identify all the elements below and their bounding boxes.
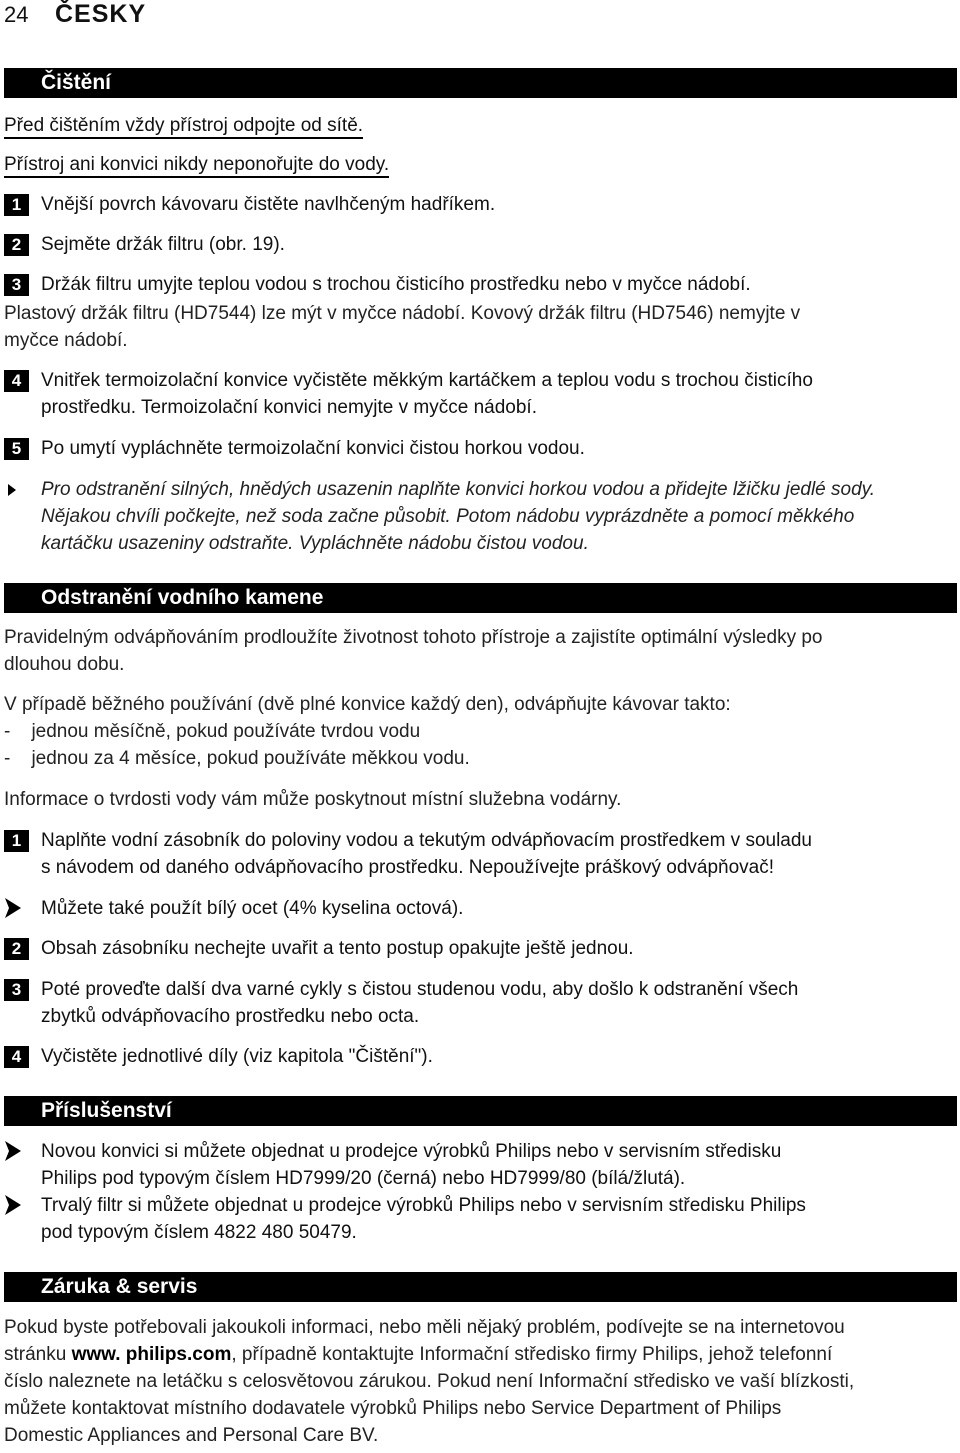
step-text: Vnější povrch kávovaru čistěte navlhčeným hadříkem. [41,194,496,215]
warranty-text-fragment: , případně kontaktujte Informační středisko firmy Philips, jehož telefonní [231,1344,833,1365]
step-text: Sejměte držák filtru (obr. 19). [41,234,285,255]
accessory-text: pod typovým číslem 4822 480 50479. [41,1222,357,1243]
step-number: 1 [4,194,29,216]
accessory-text: Philips pod typovým číslem HD7999/20 (černá) nebo HD7999/80 (bílá/žlutá). [41,1168,686,1189]
warranty-text: Domestic Appliances and Personal Care BV. [4,1425,379,1446]
section-title-cleaning: Čištění [4,68,957,98]
step-text: Držák filtru umyjte teplou vodou s trochou čisticího prostředku nebo v myčce nádobí. [41,274,751,295]
step-note: myčce nádobí. [4,330,128,351]
section-title-descaling: Odstranění vodního kamene [4,583,957,613]
step-text: zbytků odvápňovacího prostředku nebo octa. [41,1006,420,1027]
tip-text: kartáčku usazeniny odstraňte. Vypláchněte nádobu čistou vodou. [41,533,589,554]
intro-text: dlouhou dobu. [4,654,125,675]
section-title-accessories: Příslušenství [4,1096,957,1126]
bullet-icon [4,1141,22,1161]
warranty-text-fragment: stránku [4,1344,72,1365]
step-note: Plastový držák filtru (HD7544) lze mýt v myčce nádobí. Kovový držák filtru (HD7546) nemyjte v [4,303,801,324]
step-text: Vnitřek termoizolační konvice vyčistěte měkkým kartáčkem a teplou vodu s trochou čisticího [41,370,813,391]
frequency-text: V případě běžného používání (dvě plné konvice každý den), odvápňujte kávovar takto: [4,694,731,715]
tip-arrow-icon [8,484,16,496]
warning-no-immerse: Přístroj ani konvici nikdy neponořujte do vody. [4,154,389,178]
step-number: 2 [4,234,29,256]
step-text: Naplňte vodní zásobník do poloviny vodou a tekutým odvápňovacím prostředkem v souladu [41,830,813,851]
tip-text: Pro odstranění silných, hnědých usazenin naplňte konvici horkou vodou a přidejte lžičku jedlé sody. [41,479,876,500]
frequency-item: - jednou za 4 měsíce, pokud používáte měkkou vodu. [4,748,470,769]
page-number: 24 [4,2,29,27]
language-heading: ČESKY [55,0,147,28]
bullet-icon [4,898,22,918]
vinegar-note: Můžete také použít bílý ocet (4% kyselina octová). [41,898,464,919]
philips-website-link[interactable]: www. philips.com [71,1344,232,1365]
warranty-text: můžete kontaktovat místního dodavatele výrobků Philips nebo Service Department of Philips [4,1398,782,1419]
intro-text: Pravidelným odvápňováním prodloužíte životnost tohoto přístroje a zajistíte optimální výsledky po [4,627,823,648]
accessory-text: Trvalý filtr si můžete objednat u prodejce výrobků Philips nebo v servisním středisku Philips [41,1195,806,1216]
step-text: s návodem od daného odvápňovacího prostředku. Nepoužívejte práškový odvápňovač! [41,857,775,878]
step-text: prostředku. Termoizolační konvici nemyjte v myčce nádobí. [41,397,537,418]
bullet-icon [4,1195,22,1215]
warning-line [4,112,363,139]
frequency-item: - jednou měsíčně, pokud používáte tvrdou vodu [4,721,421,742]
warning-unplug: Před čištěním vždy přístroj odpojte od sítě. [4,115,363,139]
step-number: 4 [4,1046,29,1068]
step-text: Poté proveďte další dva varné cykly s čistou studenou vodu, aby došlo k odstranění všech [41,979,799,1000]
step-text: Obsah zásobníku nechejte uvařit a tento postup opakujte ještě jednou. [41,938,634,959]
tip-text: Nějakou chvíli počkejte, než soda začne působit. Potom nádobu vyprázdněte a pomocí měkkého [41,506,855,527]
warranty-text: číslo naleznete na letáčku s celosvětovou zárukou. Pokud není Informační středisko ve vaší blízkosti, [4,1371,855,1392]
accessory-text: Novou konvici si můžete objednat u prodejce výrobků Philips nebo v servisním středisku [41,1141,782,1162]
warranty-text: Pokud byste potřebovali jakoukoli informaci, nebo měli nějaký problém, podívejte se na internetovou [4,1317,845,1338]
step-number: 4 [4,370,29,392]
step-number: 3 [4,979,29,1001]
step-number: 3 [4,274,29,296]
warranty-text [4,1341,832,1368]
step-text: Vyčistěte jednotlivé díly (viz kapitola "Čištění"). [41,1046,433,1067]
info-text: Informace o tvrdosti vody vám může poskytnout místní služebna vodárny. [4,789,622,810]
warning-line [4,151,389,178]
step-number: 5 [4,438,29,460]
step-number: 1 [4,830,29,852]
step-text: Po umytí vypláchněte termoizolační konvici čistou horkou vodou. [41,438,585,459]
step-number: 2 [4,938,29,960]
page-header [0,0,960,34]
section-title-warranty: Záruka & servis [4,1272,957,1302]
